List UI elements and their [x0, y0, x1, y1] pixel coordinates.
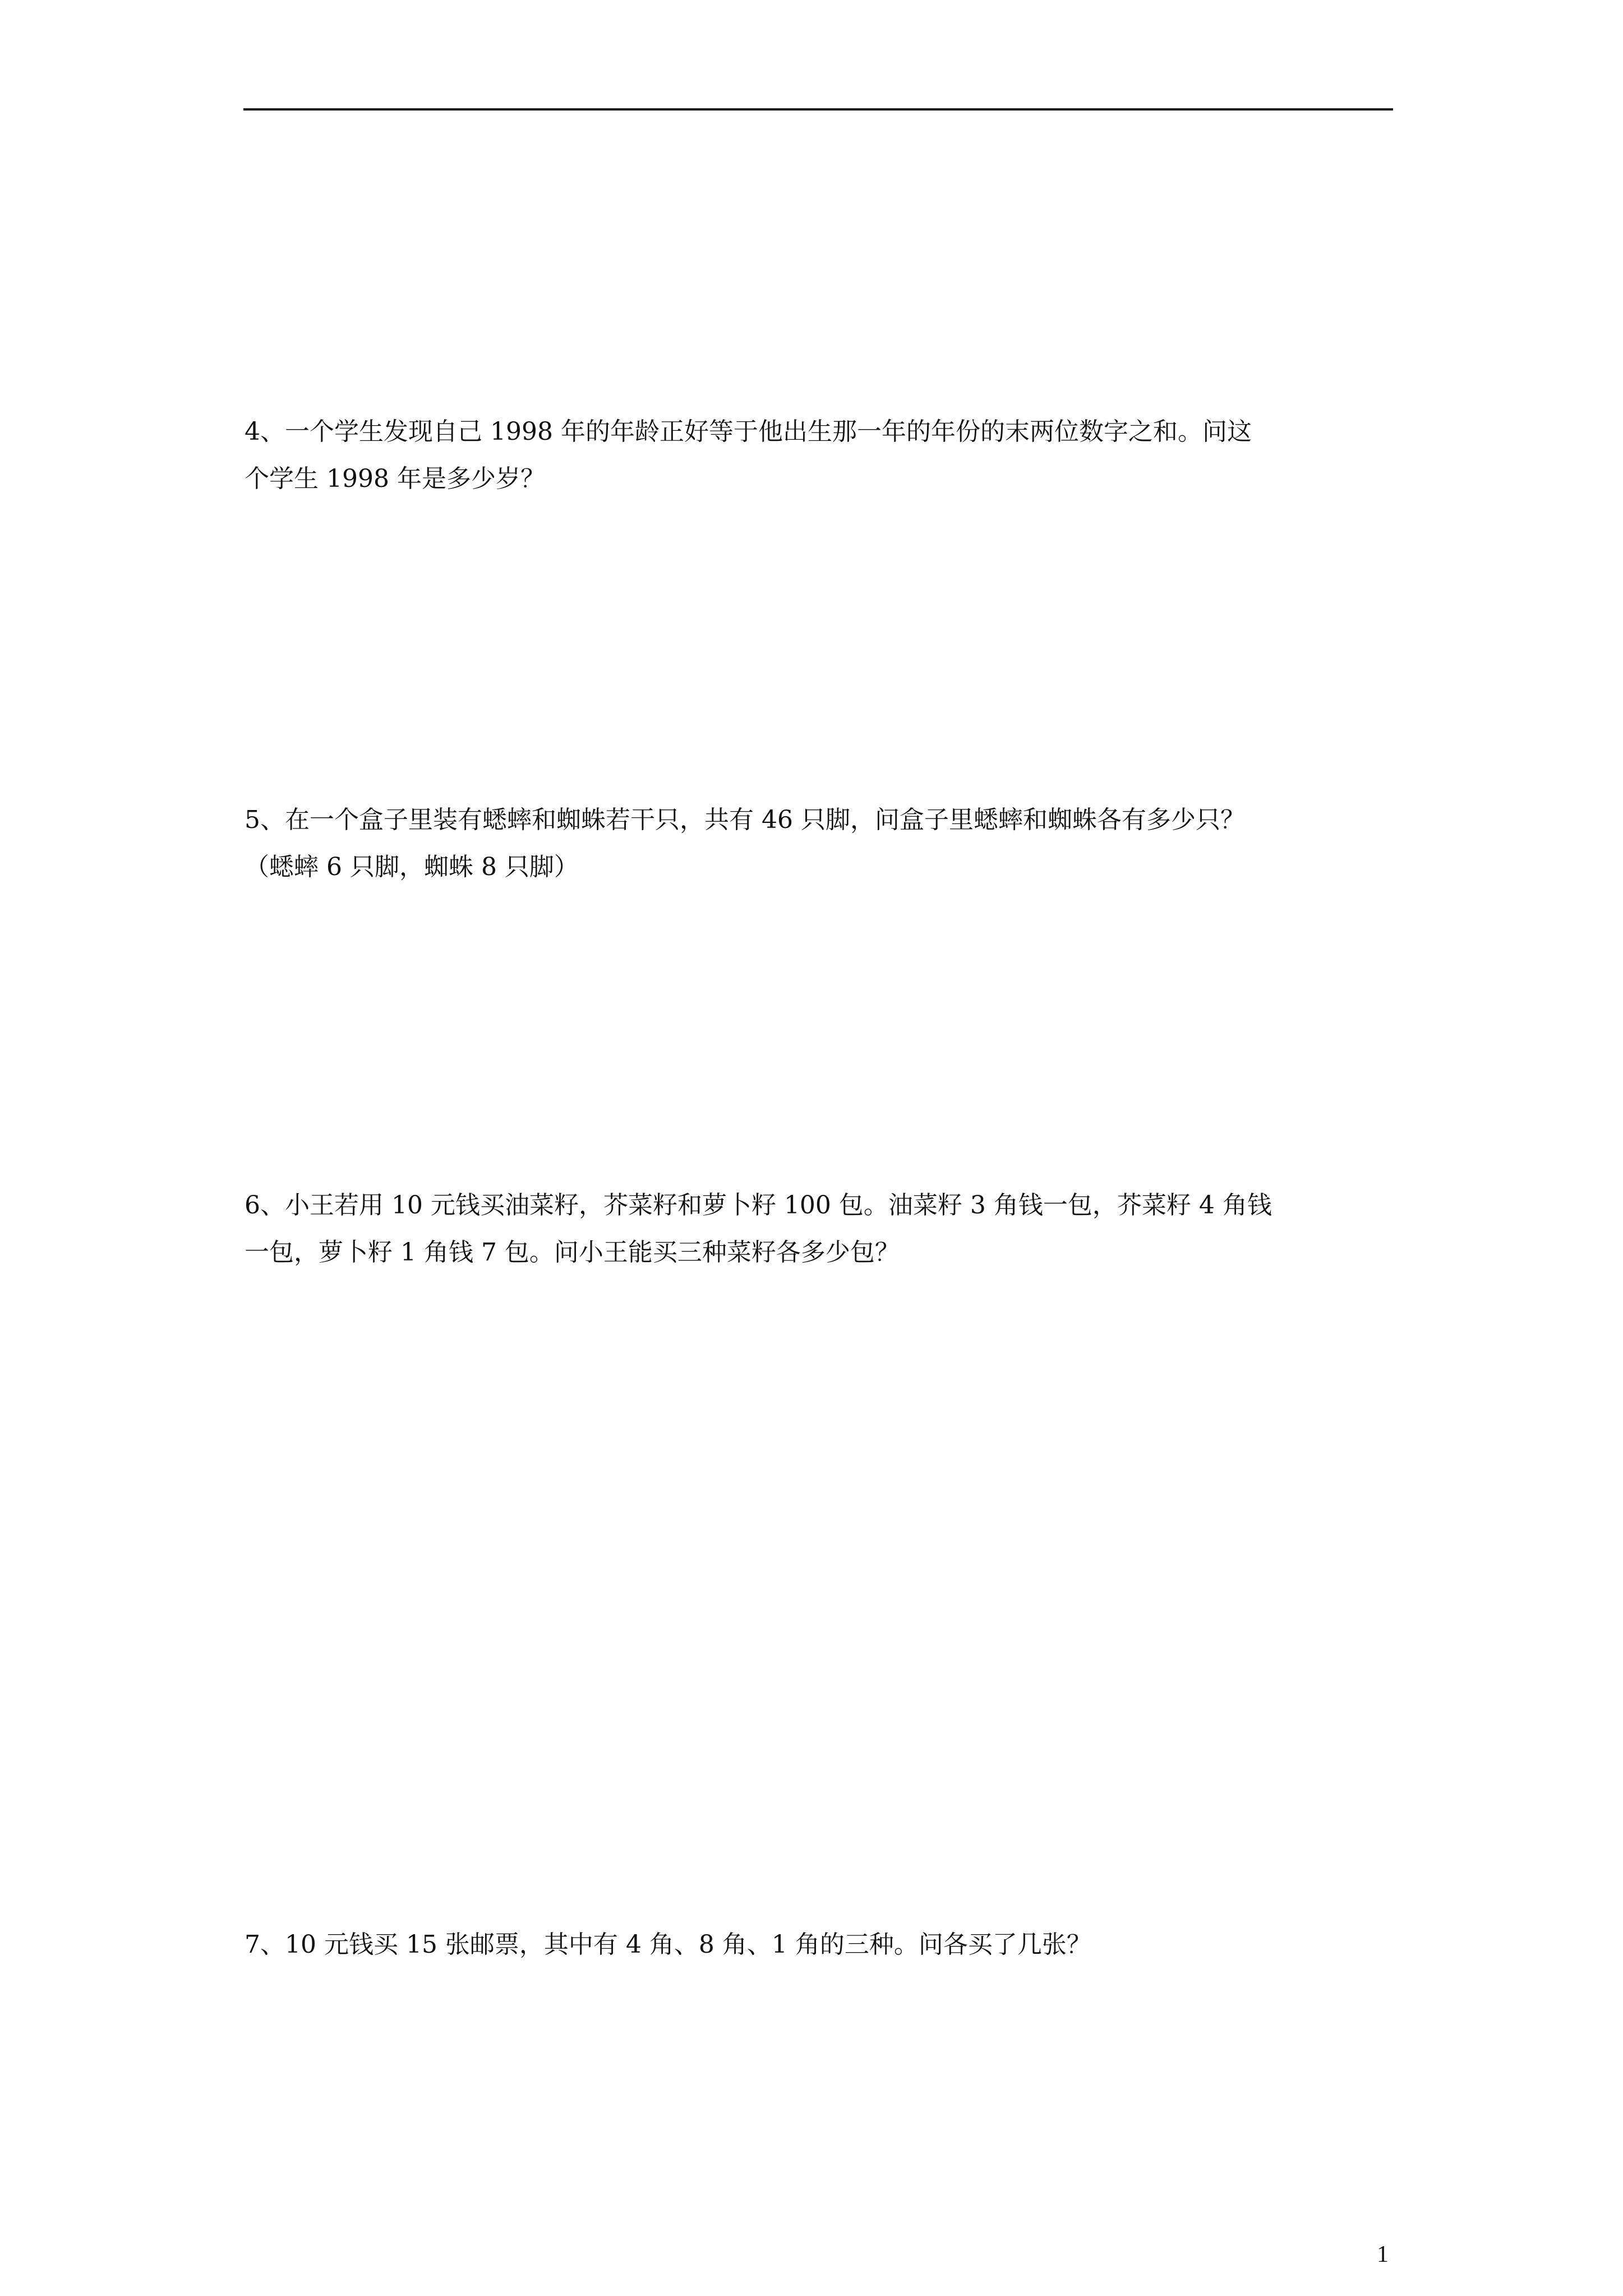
problem-5 — [245, 797, 1394, 891]
problem-6-line-1: 6、小王若用 10 元钱买油菜籽，芥菜籽和萝卜籽 100 包。油菜籽 3 角钱一包，芥菜籽 4 角钱 — [245, 1191, 1272, 1220]
problem-5-line-2: （蟋蟀 6 只脚，蜘蛛 8 只脚） — [245, 853, 579, 881]
header-rule — [243, 108, 1393, 111]
problem-4 — [245, 408, 1394, 503]
problem-4-line-1: 4、一个学生发现自己 1998 年的年龄正好等于他出生那一年的年份的末两位数字之和。问这 — [245, 417, 1252, 446]
problem-7-line-1: 7、10 元钱买 15 张邮票，其中有 4 角、8 角、1 角的三种。问各买了几张？ — [245, 1930, 1091, 1959]
problem-7 — [245, 1921, 1394, 1968]
problem-4-line-2: 个学生 1998 年是多少岁？ — [245, 464, 545, 493]
problem-6-line-2: 一包，萝卜籽 1 角钱 7 包。问小王能买三种菜籽各多少包？ — [245, 1238, 900, 1267]
page-number: 1 — [1377, 2242, 1389, 2267]
problem-6 — [245, 1182, 1394, 1276]
problem-5-line-1: 5、在一个盒子里装有蟋蟀和蜘蛛若干只，共有 46 只脚，问盒子里蟋蟀和蜘蛛各有多少只？ — [245, 806, 1245, 834]
